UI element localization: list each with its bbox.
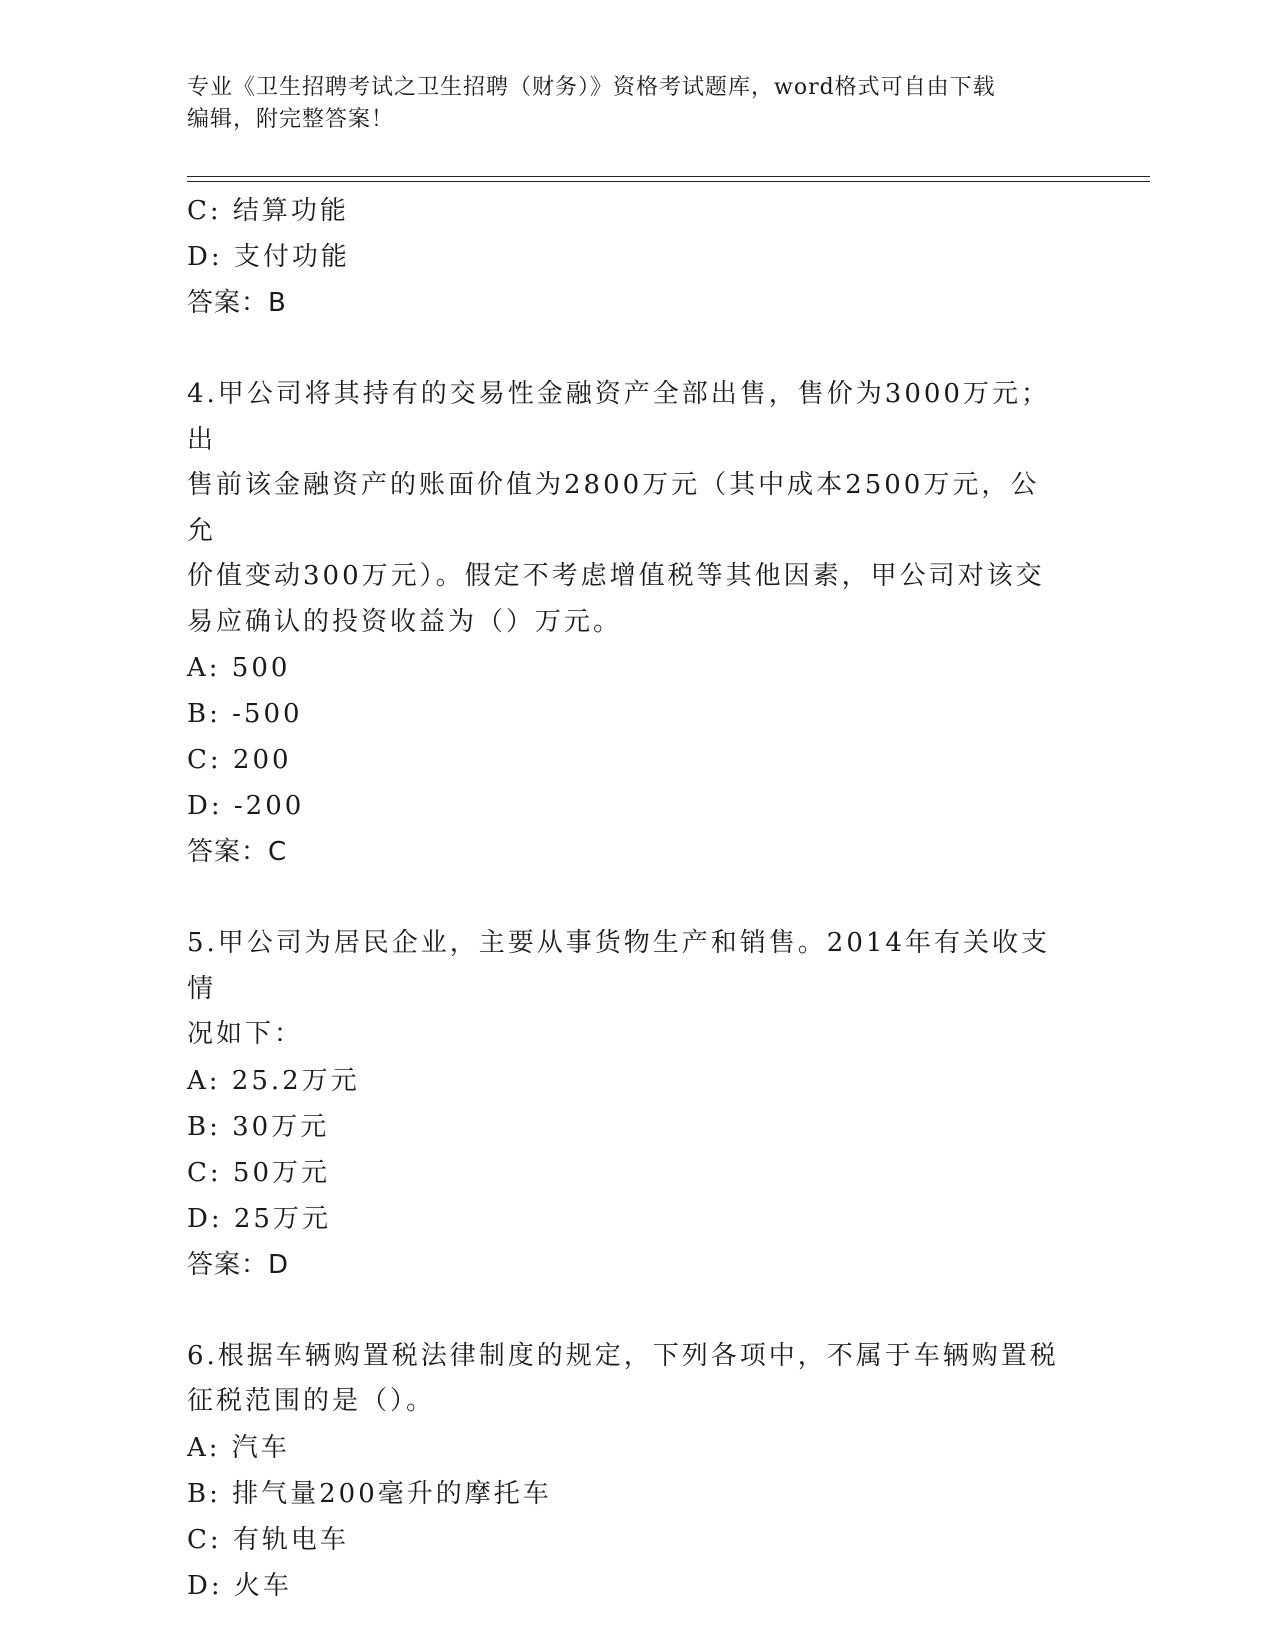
question-block-4: [187, 372, 1067, 875]
question-block-6: [187, 1334, 1067, 1609]
option-b: B: 排气量200毫升的摩托车: [187, 1478, 552, 1509]
option-c: C: 结算功能: [187, 196, 349, 226]
question-text-line: 售前该金融资产的账面价值为2800万元（其中成本2500万元，公允: [187, 470, 1040, 546]
question-block-3-tail: [187, 188, 1067, 326]
option-c: C: 50万元: [187, 1157, 331, 1188]
header-divider-bottom: [187, 181, 1150, 182]
option-a: A: 汽车: [187, 1432, 290, 1463]
option-b: B: -500: [187, 699, 303, 729]
option-a: A: 25.2万元: [187, 1065, 360, 1096]
question-text-line: 易应确认的投资收益为（）万元。: [187, 606, 623, 637]
answer-line: 答案：C: [187, 837, 288, 867]
option-d: D: 25万元: [187, 1203, 331, 1234]
question-text-line: 5.甲公司为居民企业，主要从事货物生产和销售。2014年有关收支情: [187, 928, 1050, 1004]
option-c: C: 有轨电车: [187, 1524, 349, 1555]
question-text-line: 4.甲公司将其持有的交易性金融资产全部出售，售价为3000万元；出: [187, 379, 1050, 455]
option-d: D: 火车: [187, 1570, 292, 1601]
answer-line: 答案：D: [187, 1249, 290, 1280]
header-line-2: 编辑，附完整答案！: [187, 107, 395, 132]
option-c: C: 200: [187, 745, 292, 775]
option-d: D: -200: [187, 791, 305, 821]
option-a: A: 500: [187, 653, 291, 683]
header-line-1: 专业《卫生招聘考试之卫生招聘（财务）》资格考试题库，word格式可自由下载: [187, 75, 996, 100]
option-d: D: 支付功能: [187, 242, 350, 272]
question-text-line: 价值变动300万元）。假定不考虑增值税等其他因素，甲公司对该交: [187, 561, 1045, 591]
question-text-line: 6.根据车辆购置税法律制度的规定，下列各项中，不属于车辆购置税: [187, 1340, 1059, 1371]
question-block-5: [187, 921, 1067, 1288]
header-divider-top: [187, 176, 1150, 177]
answer-line: 答案：B: [187, 288, 287, 318]
document-body: [187, 188, 1067, 1609]
question-text-line: 征税范围的是（）。: [187, 1386, 436, 1416]
option-b: B: 30万元: [187, 1111, 330, 1142]
document-header: [187, 72, 1077, 136]
question-text-line: 况如下：: [187, 1019, 304, 1049]
